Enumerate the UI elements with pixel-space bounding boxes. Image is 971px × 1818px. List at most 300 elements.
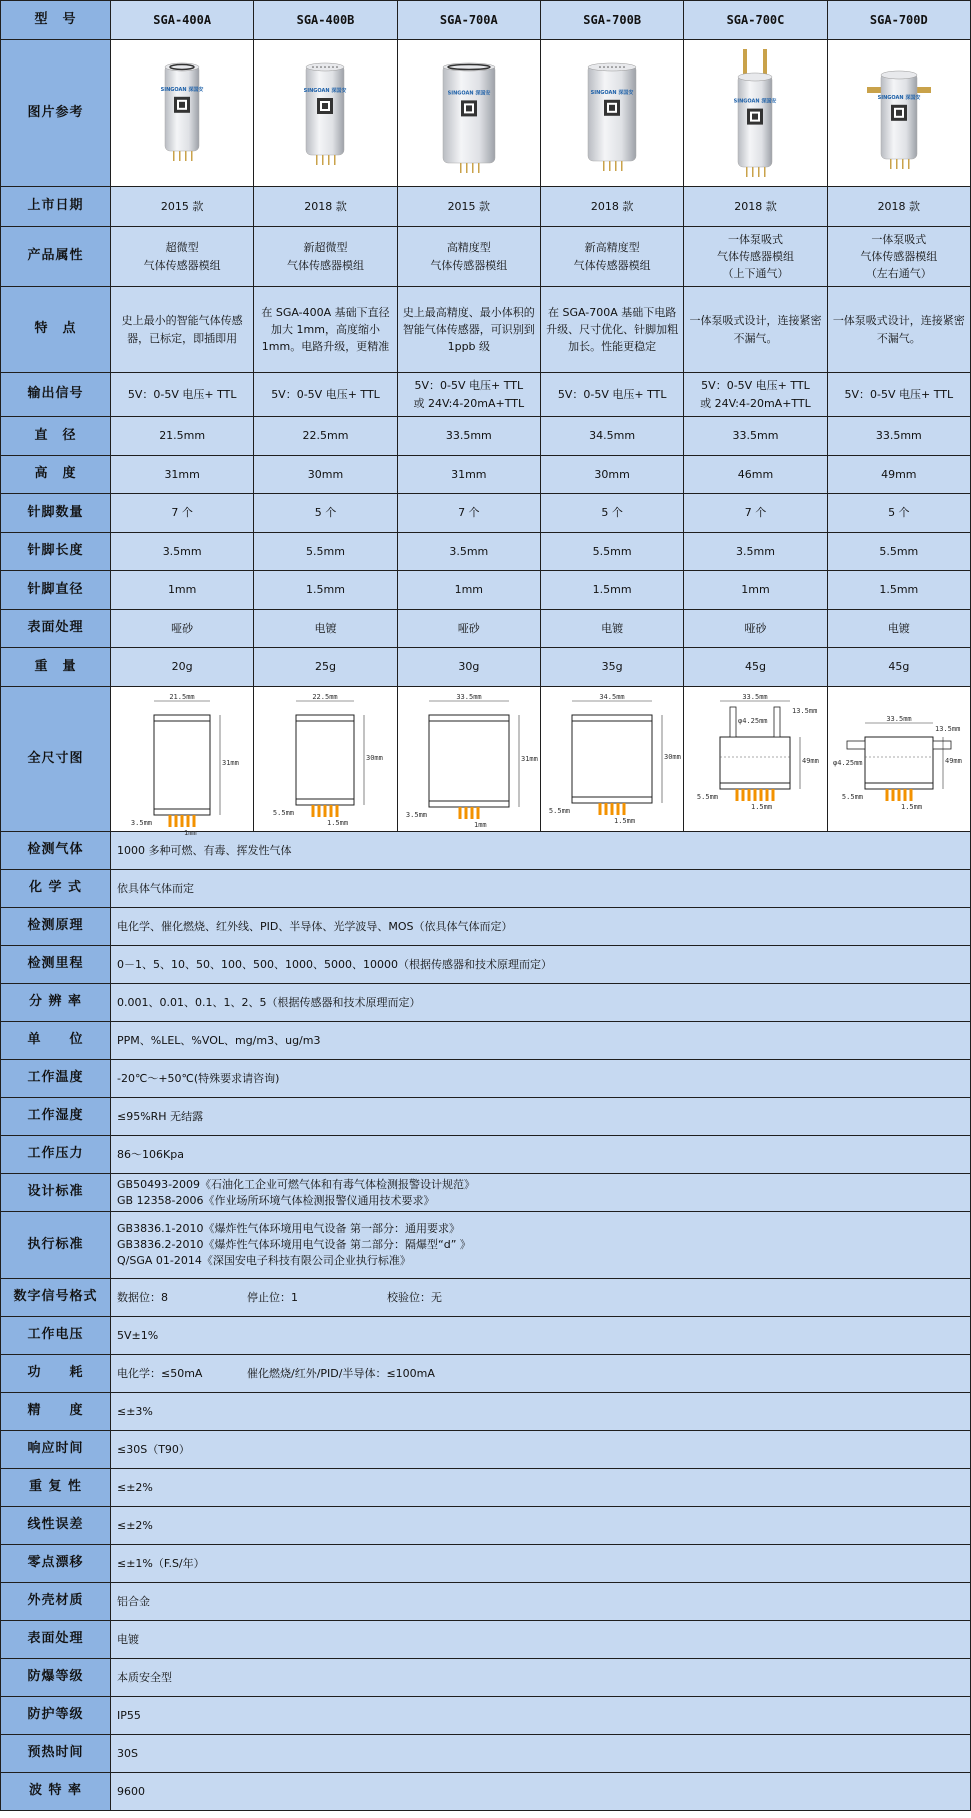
spec-text: 气体传感器模组 xyxy=(430,258,508,272)
value-text: ≤30S（T90） xyxy=(117,1442,190,1456)
model-name: SGA-700B xyxy=(540,1,683,40)
row-label: 型 号 xyxy=(1,1,111,40)
row-label: 针脚长度 xyxy=(1,533,111,571)
row-label: 防护等级 xyxy=(1,1697,111,1735)
spec-cell xyxy=(540,456,683,494)
dimension-label: 13.5mm xyxy=(792,707,818,715)
common-row xyxy=(1,984,971,1022)
spec-text: 1mm xyxy=(167,583,197,597)
spec-cell xyxy=(684,533,827,571)
product-photo xyxy=(827,40,970,187)
common-row xyxy=(1,832,971,870)
spec-cell xyxy=(397,187,540,227)
spec-text: 7 个 xyxy=(744,506,767,520)
row-label: 特 点 xyxy=(1,287,111,373)
spec-text: 高精度型 xyxy=(446,241,491,255)
row-label: 图片参考 xyxy=(1,40,111,187)
common-row xyxy=(1,1735,971,1773)
spec-text: 气体传感器模组 xyxy=(286,258,364,272)
spec-cell xyxy=(827,648,970,687)
spec-text: 电镀 xyxy=(314,621,337,635)
common-value xyxy=(111,1545,971,1583)
spec-cell xyxy=(397,571,540,610)
spec-row xyxy=(1,571,971,610)
spec-cell xyxy=(111,187,254,227)
spec-row xyxy=(1,648,971,687)
value-text: GB50493-2009《石油化工企业可燃气体和有毒气体检测报警设计规范》 xyxy=(117,1177,476,1191)
dimension-label: 5.5mm xyxy=(697,793,719,801)
pin-mark xyxy=(909,789,912,801)
spec-cell xyxy=(111,648,254,687)
common-row xyxy=(1,1212,971,1279)
row-label: 工作湿度 xyxy=(1,1098,111,1136)
common-value xyxy=(111,1621,971,1659)
spec-cell xyxy=(397,533,540,571)
spec-cell xyxy=(684,494,827,533)
spec-text: 3.5mm xyxy=(449,544,489,558)
dimension-label: 3.5mm xyxy=(405,811,427,819)
spec-cell xyxy=(827,417,970,456)
spec-text: 哑砂 xyxy=(171,621,194,635)
spec-text: 1mm xyxy=(741,583,770,597)
dimension-label: 33.5mm xyxy=(456,693,482,701)
spec-cell xyxy=(540,610,683,648)
spec-cell xyxy=(827,287,970,373)
spec-text: 3.5mm xyxy=(162,544,202,558)
spec-cell xyxy=(254,456,397,494)
spec-text: 5V：0-5V 电压+ TTL xyxy=(127,387,237,401)
spec-cell xyxy=(397,287,540,373)
value-text: 0.001、0.01、0.1、1、2、5（根据传感器和技术原理而定） xyxy=(117,995,421,1009)
common-row xyxy=(1,1279,971,1317)
spec-text: 30g xyxy=(458,660,480,674)
dimension-drawing xyxy=(684,687,827,832)
common-row xyxy=(1,1174,971,1212)
common-value xyxy=(111,946,971,984)
brand-logo: SINGOAN 深国安 xyxy=(590,89,634,96)
spec-text: 2015 款 xyxy=(447,199,491,213)
value-text: ≤±2% xyxy=(117,1480,153,1494)
spec-cell xyxy=(254,187,397,227)
spec-text: 2018 款 xyxy=(304,199,347,213)
sensor-image-icon xyxy=(117,43,247,183)
dimension-label: 1mm xyxy=(184,829,197,837)
dimension-drawing-icon xyxy=(401,689,537,829)
row-label: 设计标准 xyxy=(1,1174,111,1212)
pin-mark xyxy=(175,815,178,827)
value-text: 1000 多种可燃、有毒、挥发性气体 xyxy=(117,843,292,857)
dimension-drawing-icon xyxy=(114,689,250,837)
pin-mark xyxy=(464,807,467,819)
spec-text: 5.5mm xyxy=(879,544,919,558)
spec-text: 5 个 xyxy=(314,506,337,520)
product-photo xyxy=(684,40,827,187)
spec-cell xyxy=(540,187,683,227)
value-text: 催化燃烧/红外/PID/半导体：≤100mA xyxy=(247,1366,435,1380)
spec-cell xyxy=(254,287,397,373)
value-text: 30S xyxy=(117,1746,138,1760)
value-text: 本质安全型 xyxy=(117,1670,172,1684)
pin-mark xyxy=(760,789,763,801)
spec-text: 1.5mm xyxy=(592,583,632,597)
spec-cell xyxy=(827,227,970,287)
row-label: 检测气体 xyxy=(1,832,111,870)
header-row xyxy=(1,1,971,40)
spec-text: 2015 款 xyxy=(160,199,204,213)
spec-text: 45g xyxy=(888,660,910,674)
dimension-drawing xyxy=(111,687,254,837)
pin-mark xyxy=(181,815,184,827)
spec-cell xyxy=(254,533,397,571)
spec-text: 史上最高精度、最小体积的智能气体传感器，可识别到 1ppb 级 xyxy=(402,305,535,354)
value-text: 停止位：1 xyxy=(247,1290,298,1304)
spec-row xyxy=(1,494,971,533)
product-photo xyxy=(254,40,397,187)
spec-text: 20g xyxy=(171,660,193,674)
common-value xyxy=(111,1136,971,1174)
spec-cell xyxy=(684,417,827,456)
value-text: ≤95%RH 无结露 xyxy=(117,1109,204,1123)
pin-mark xyxy=(605,803,608,815)
spec-cell xyxy=(397,456,540,494)
spec-cell xyxy=(397,494,540,533)
pin-mark xyxy=(318,805,321,817)
common-row xyxy=(1,870,971,908)
common-row xyxy=(1,1545,971,1583)
dimension-label: 21.5mm xyxy=(169,693,195,701)
pin-mark xyxy=(748,789,751,801)
spec-cell xyxy=(540,648,683,687)
spec-text: 21.5mm xyxy=(159,429,206,443)
row-label: 高 度 xyxy=(1,456,111,494)
common-value xyxy=(111,1583,971,1621)
spec-cell xyxy=(111,373,254,417)
dimension-drawing-icon xyxy=(544,689,680,829)
spec-cell xyxy=(827,571,970,610)
dimension-label: 34.5mm xyxy=(599,693,625,701)
spec-text: 34.5mm xyxy=(589,429,636,443)
spec-text: 气体传感器模组 xyxy=(143,258,221,272)
sensor-image-icon xyxy=(834,43,964,183)
pin-mark xyxy=(169,815,172,827)
pin-mark xyxy=(312,805,315,817)
spec-text: 1mm xyxy=(454,583,484,597)
dimension-label: 5.5mm xyxy=(841,793,863,801)
pin-mark xyxy=(458,807,461,819)
row-label: 输出信号 xyxy=(1,373,111,417)
spec-row xyxy=(1,227,971,287)
common-value xyxy=(111,1773,971,1811)
spec-text: 哑砂 xyxy=(744,621,767,635)
spec-cell xyxy=(684,648,827,687)
row-label: 数字信号格式 xyxy=(1,1279,111,1317)
spec-text: 46mm xyxy=(737,467,774,481)
spec-text: 在 SGA-700A 基础下电路升级、尺寸优化、针脚加粗加长。性能更稳定 xyxy=(546,305,679,354)
spec-cell xyxy=(397,610,540,648)
pin-mark xyxy=(324,805,327,817)
spec-cell xyxy=(254,648,397,687)
common-row xyxy=(1,1469,971,1507)
dimension-drawing-icon xyxy=(831,689,967,829)
spec-cell xyxy=(540,494,683,533)
spec-cell xyxy=(827,456,970,494)
spec-cell xyxy=(111,456,254,494)
spec-row xyxy=(1,456,971,494)
dimension-drawing xyxy=(827,687,970,832)
value-text: 数据位：8 xyxy=(117,1290,168,1304)
common-row xyxy=(1,1659,971,1697)
spec-cell xyxy=(540,533,683,571)
row-label: 单 位 xyxy=(1,1022,111,1060)
pin-mark xyxy=(611,803,614,815)
spec-text: 一体泵吸式 xyxy=(727,232,783,246)
spec-cell xyxy=(254,417,397,456)
dimension-label: φ4.25mm xyxy=(738,717,768,725)
brand-logo: SINGOAN 深国安 xyxy=(160,86,204,93)
spec-text: 33.5mm xyxy=(732,429,779,443)
dimension-label: 1.5mm xyxy=(900,803,922,811)
row-label: 线性误差 xyxy=(1,1507,111,1545)
spec-cell xyxy=(111,610,254,648)
spec-row xyxy=(1,187,971,227)
dimension-label: 1.5mm xyxy=(327,819,349,827)
common-row xyxy=(1,1136,971,1174)
common-row xyxy=(1,1098,971,1136)
spec-cell xyxy=(827,533,970,571)
row-label: 响应时间 xyxy=(1,1431,111,1469)
spec-cell xyxy=(827,610,970,648)
common-value xyxy=(111,1393,971,1431)
row-label: 针脚数量 xyxy=(1,494,111,533)
value-text: 铝合金 xyxy=(117,1594,150,1608)
common-value xyxy=(111,1060,971,1098)
spec-text: 5V：0-5V 电压+ TTL xyxy=(844,387,954,401)
model-name: SGA-400B xyxy=(254,1,397,40)
common-value xyxy=(111,1174,971,1212)
dimension-label: 30mm xyxy=(664,753,681,761)
spec-cell xyxy=(397,373,540,417)
spec-row xyxy=(1,417,971,456)
spec-text: 33.5mm xyxy=(875,429,922,443)
value-text: 86～106Kpa xyxy=(117,1147,184,1161)
dimension-label: 22.5mm xyxy=(312,693,339,701)
row-label: 工作电压 xyxy=(1,1317,111,1355)
spec-text: 2018 款 xyxy=(590,199,634,213)
row-label: 检测原理 xyxy=(1,908,111,946)
spec-cell xyxy=(540,417,683,456)
spec-text: 气体传感器模组 xyxy=(716,249,794,263)
spec-text: 哑砂 xyxy=(457,621,480,635)
row-label: 零点漂移 xyxy=(1,1545,111,1583)
value-text: 5V±1% xyxy=(117,1328,159,1342)
row-label: 预热时间 xyxy=(1,1735,111,1773)
dimension-drawing-icon xyxy=(687,689,823,829)
common-value xyxy=(111,1355,971,1393)
value-text: 电化学、催化燃烧、红外线、PID、半导体、光学波导、MOS（依具体气体而定） xyxy=(117,919,513,933)
row-label: 精 度 xyxy=(1,1393,111,1431)
row-label: 表面处理 xyxy=(1,610,111,648)
value-text: 依具体气体而定 xyxy=(117,881,194,895)
spec-text: 超微型 xyxy=(165,241,199,255)
spec-text: 49mm xyxy=(881,467,917,481)
spec-text: 气体传感器模组 xyxy=(860,249,938,263)
value-text: GB3836.2-2010《爆炸性气体环境用电气设备 第二部分：隔爆型“d” 》 xyxy=(117,1238,471,1252)
pin-mark xyxy=(599,803,602,815)
common-row xyxy=(1,1773,971,1811)
spec-cell xyxy=(254,494,397,533)
pin-mark xyxy=(617,803,620,815)
dimension-label: 1.5mm xyxy=(751,803,773,811)
value-text: 9600 xyxy=(117,1784,145,1798)
spec-text: 新超微型 xyxy=(303,241,348,255)
spec-cell xyxy=(684,610,827,648)
common-row xyxy=(1,1060,971,1098)
product-photo xyxy=(540,40,683,187)
sensor-image-icon xyxy=(260,43,390,183)
dimension-drawing xyxy=(540,687,683,832)
common-row xyxy=(1,1431,971,1469)
common-value xyxy=(111,1697,971,1735)
spec-text: 5 个 xyxy=(888,506,910,520)
spec-cell xyxy=(684,227,827,287)
product-photo xyxy=(111,40,254,187)
common-value xyxy=(111,1431,971,1469)
spec-cell xyxy=(254,571,397,610)
value-text: IP55 xyxy=(117,1708,141,1722)
row-label: 检测里程 xyxy=(1,946,111,984)
dimension-label: 31mm xyxy=(520,755,538,763)
row-label: 重 量 xyxy=(1,648,111,687)
spec-text: 1.5mm xyxy=(879,583,919,597)
value-text: PPM、%LEL、%VOL、mg/m3、ug/m3 xyxy=(117,1033,321,1047)
common-row xyxy=(1,1507,971,1545)
spec-text: 33.5mm xyxy=(445,429,492,443)
spec-text: 5 个 xyxy=(601,506,623,520)
spec-text: （上下通气） xyxy=(722,267,789,281)
spec-cell xyxy=(111,494,254,533)
model-name: SGA-700D xyxy=(827,1,970,40)
dimension-label: 30mm xyxy=(366,754,384,762)
spec-text: 新高精度型 xyxy=(584,241,640,255)
pin-mark xyxy=(903,789,906,801)
spec-cell xyxy=(397,417,540,456)
pin-mark xyxy=(736,789,739,801)
spec-cell xyxy=(684,456,827,494)
spec-cell xyxy=(254,227,397,287)
spec-text: 一体泵吸式设计，连接紧密不漏气。 xyxy=(689,314,822,345)
model-name: SGA-700C xyxy=(684,1,827,40)
common-row xyxy=(1,1355,971,1393)
common-row xyxy=(1,1317,971,1355)
spec-row xyxy=(1,610,971,648)
row-label: 外壳材质 xyxy=(1,1583,111,1621)
value-text: GB3836.1-2010《爆炸性气体环境用电气设备 第一部分：通用要求》 xyxy=(117,1222,461,1236)
common-value xyxy=(111,870,971,908)
common-value xyxy=(111,1469,971,1507)
spec-text: 5V：0-5V 电压+ TTL xyxy=(414,379,524,393)
spec-cell xyxy=(684,187,827,227)
common-row xyxy=(1,1697,971,1735)
spec-text: 22.5mm xyxy=(302,429,349,443)
spec-text: 45g xyxy=(744,660,766,674)
spec-cell xyxy=(827,373,970,417)
spec-cell xyxy=(540,571,683,610)
common-value xyxy=(111,1279,971,1317)
row-label: 执行标准 xyxy=(1,1212,111,1279)
model-name: SGA-400A xyxy=(111,1,254,40)
spec-text: 7 个 xyxy=(171,506,193,520)
common-value xyxy=(111,1735,971,1773)
row-label: 直 径 xyxy=(1,417,111,456)
pin-mark xyxy=(766,789,769,801)
common-value xyxy=(111,1022,971,1060)
dimension-drawing-icon xyxy=(257,689,393,829)
spec-cell xyxy=(684,287,827,373)
spec-cell xyxy=(111,287,254,373)
spec-text: 2018 款 xyxy=(877,199,921,213)
product-photo xyxy=(397,40,540,187)
spec-text: （左右通气） xyxy=(865,267,932,281)
spec-text: 5V：0-5V 电压+ TTL xyxy=(701,379,810,393)
row-label: 重 复 性 xyxy=(1,1469,111,1507)
value-text: 电化学：≤50mA xyxy=(117,1366,203,1380)
common-row xyxy=(1,1393,971,1431)
dimension-label: 33.5mm xyxy=(886,715,912,723)
drawing-row xyxy=(1,687,971,832)
spec-row xyxy=(1,287,971,373)
row-label: 针脚直径 xyxy=(1,571,111,610)
spec-cell xyxy=(111,417,254,456)
spec-cell xyxy=(684,373,827,417)
spec-cell xyxy=(111,227,254,287)
model-name: SGA-700A xyxy=(397,1,540,40)
spec-text: 5.5mm xyxy=(592,544,632,558)
value-text: 电镀 xyxy=(117,1632,139,1646)
brand-logo: SINGOAN 深国安 xyxy=(734,98,777,105)
dimension-label: 13.5mm xyxy=(934,725,961,733)
value-text: Q/SGA 01-2014《深国安电子科技有限公司企业执行标准》 xyxy=(117,1253,411,1267)
spec-text: 30mm xyxy=(594,467,630,481)
pin-mark xyxy=(187,815,190,827)
pin-mark xyxy=(754,789,757,801)
spec-text: 一体泵吸式 xyxy=(871,232,927,246)
row-label: 功 耗 xyxy=(1,1355,111,1393)
spec-cell xyxy=(397,648,540,687)
brand-logo: SINGOAN 深国安 xyxy=(304,88,347,94)
spec-text: 电镀 xyxy=(887,621,910,635)
dimension-label: 1mm xyxy=(473,821,487,829)
value-text: ≤±3% xyxy=(117,1404,153,1418)
spec-text: 或 24V:4-20mA+TTL xyxy=(413,396,525,410)
row-label: 波 特 率 xyxy=(1,1773,111,1811)
picture-row xyxy=(1,40,971,187)
value-text: 0－1、5、10、50、100、500、1000、5000、10000（根据传感器和技术原理而定） xyxy=(117,957,552,971)
pin-mark xyxy=(891,789,894,801)
spec-cell xyxy=(254,610,397,648)
sensor-image-icon xyxy=(404,43,534,183)
dimension-label: 31mm xyxy=(222,759,240,767)
spec-text: 气体传感器模组 xyxy=(573,258,651,272)
spec-cell xyxy=(397,227,540,287)
spec-text: 3.5mm xyxy=(736,544,775,558)
spec-cell xyxy=(827,187,970,227)
row-label: 工作压力 xyxy=(1,1136,111,1174)
dimension-label: 5.5mm xyxy=(549,807,571,815)
row-label: 分 辨 率 xyxy=(1,984,111,1022)
spec-cell xyxy=(827,494,970,533)
spec-text: 25g xyxy=(315,660,336,674)
dimension-label: 1.5mm xyxy=(614,817,636,825)
